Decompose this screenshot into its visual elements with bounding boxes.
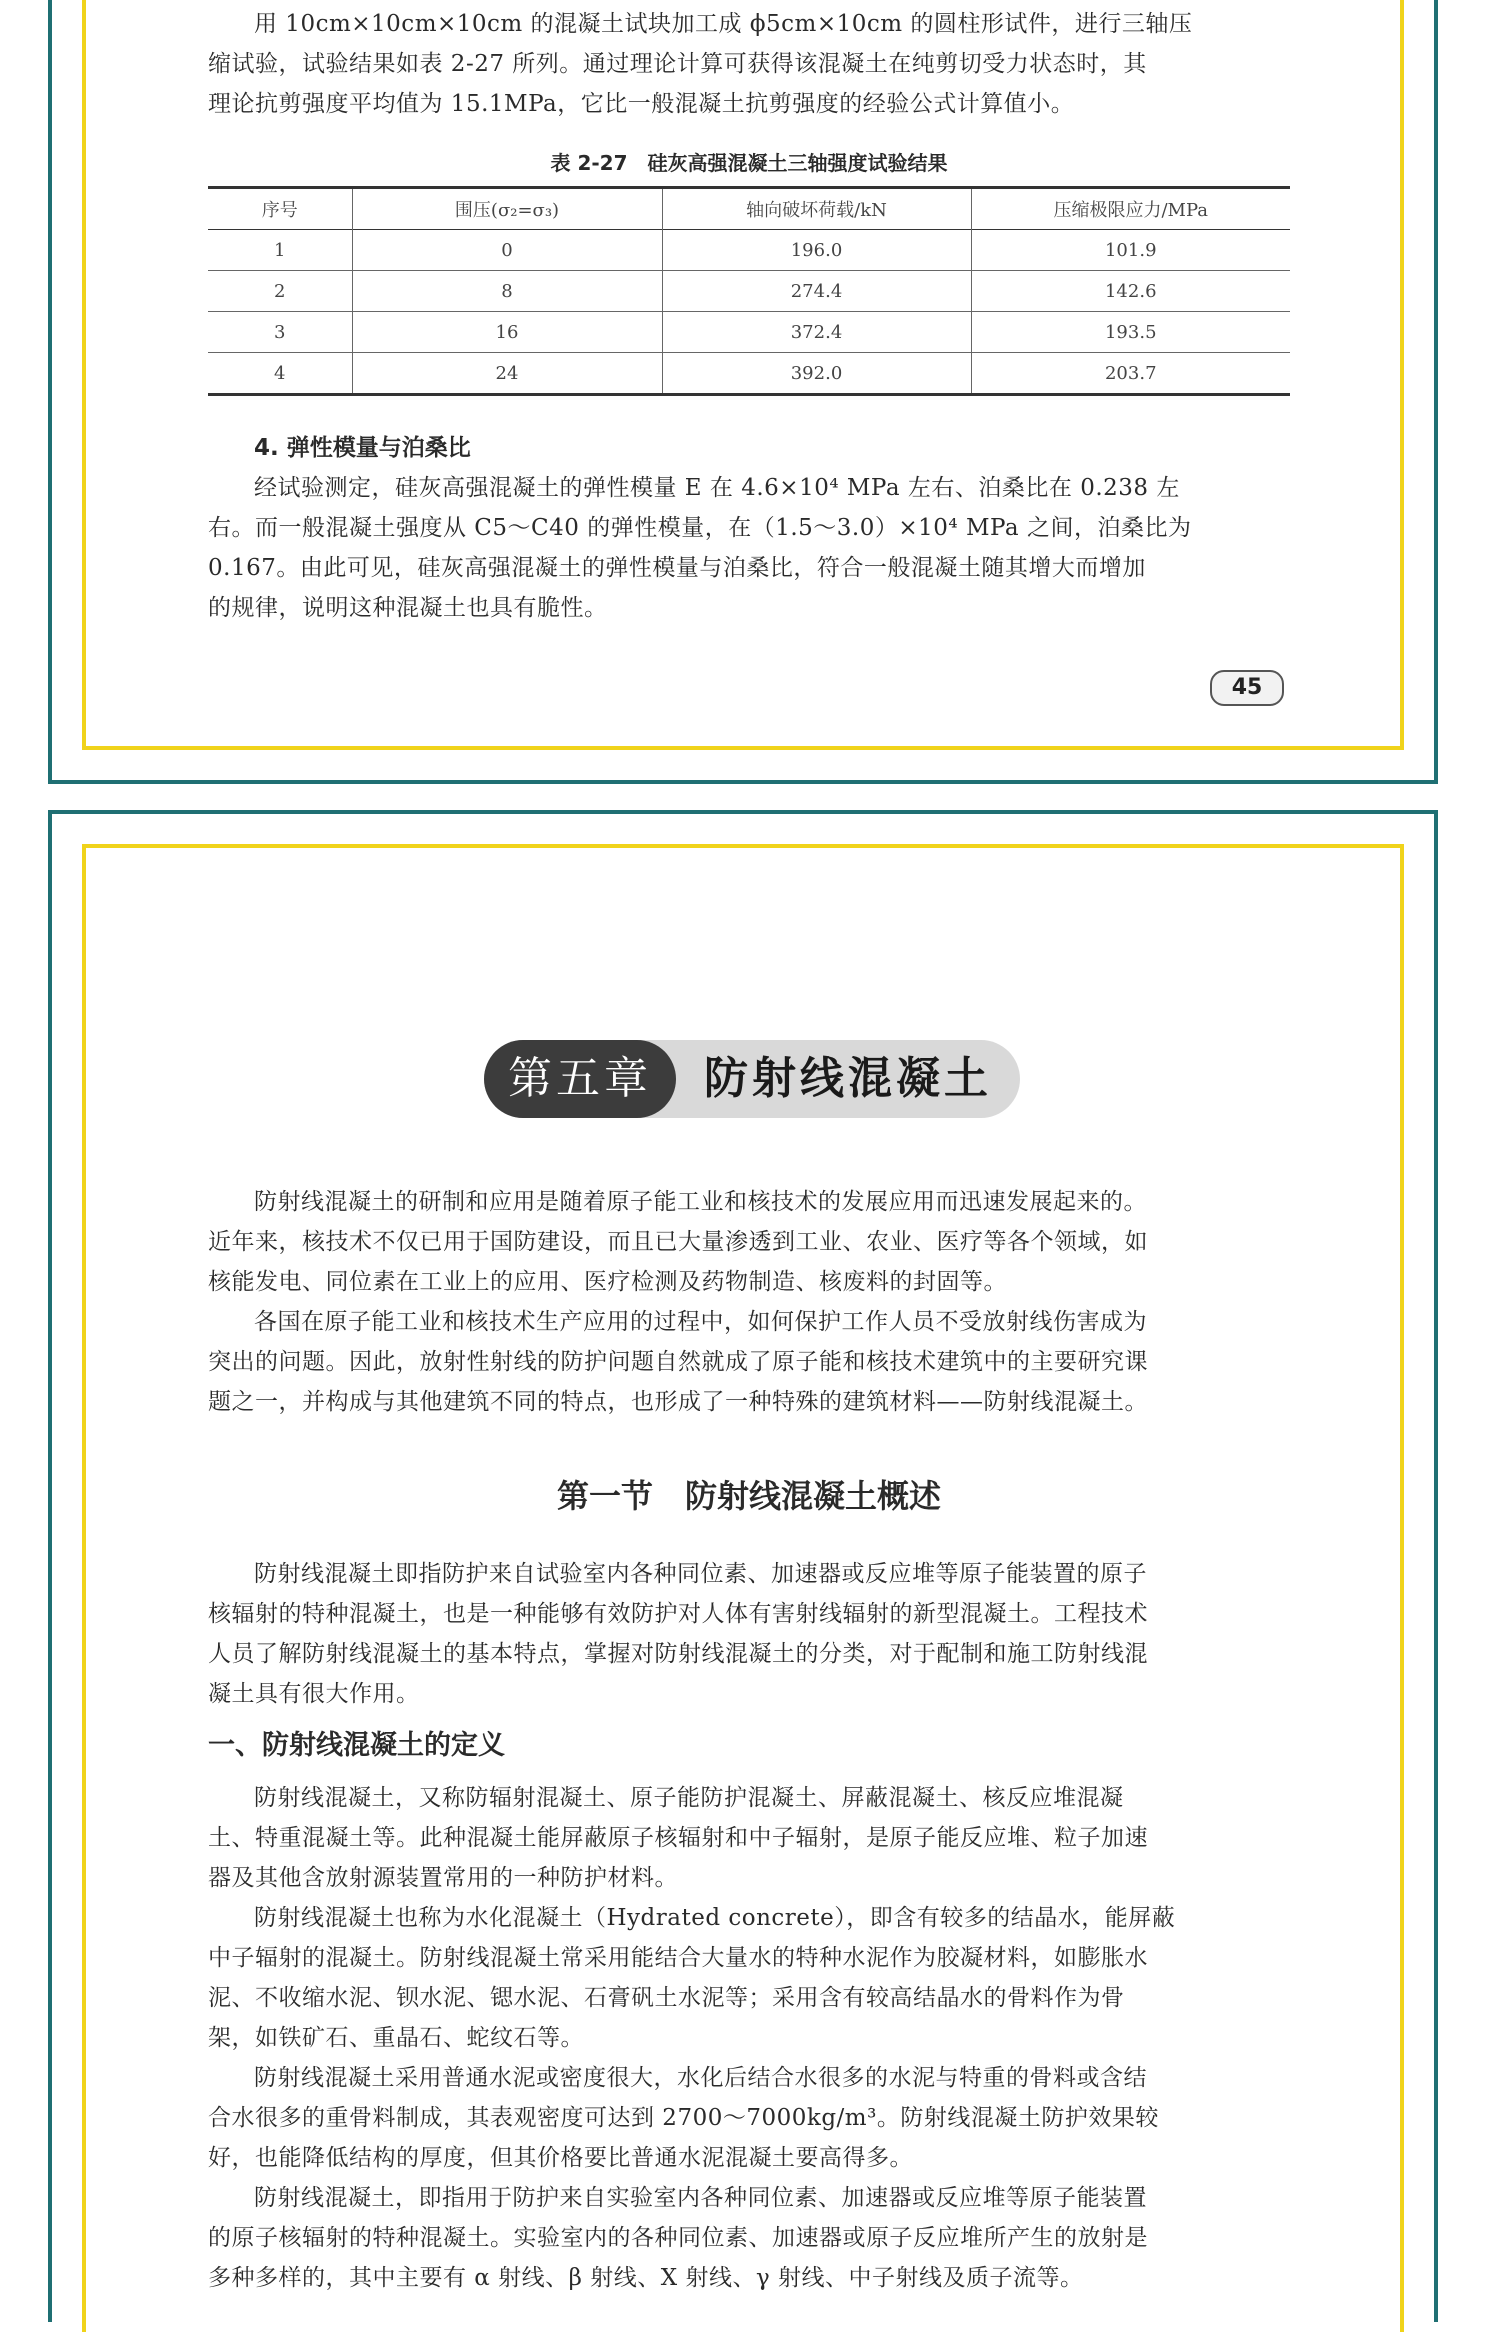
table-cell: 16	[352, 312, 662, 353]
table-cell: 0	[352, 230, 662, 271]
text-line: 防射线混凝土，即指用于防护来自实验室内各种同位素、加速器或反应堆等原子能装置	[254, 2185, 1147, 2211]
table-cell: 24	[352, 353, 662, 395]
text-line: 各国在原子能工业和核技术生产应用的过程中，如何保护工作人员不受放射线伤害成为	[254, 1309, 1147, 1335]
table-row	[208, 271, 1290, 312]
text-line: 缩试验，试验结果如表 2-27 所列。通过理论计算可获得该混凝土在纯剪切受力状态时，其	[208, 51, 1147, 77]
table-cell: 392.0	[662, 353, 971, 395]
table-cell: 372.4	[662, 312, 971, 353]
item-title: 一、防射线混凝土的定义	[208, 1730, 505, 1761]
text-line: 防射线混凝土也称为水化混凝土（Hydrated concrete），即含有较多的结晶水，能屏蔽	[254, 1905, 1176, 1931]
table-cell: 4	[274, 362, 286, 384]
text-line: 器及其他含放射源装置常用的一种防护材料。	[208, 1865, 678, 1891]
chapter-title: 防射线混凝土	[704, 1053, 992, 1104]
table-cell: 196.0	[662, 230, 971, 271]
intro-paragraph	[208, 1182, 1290, 1302]
text-line: 人员了解防射线混凝土的基本特点，掌握对防射线混凝土的分类，对于配制和施工防射线混	[208, 1641, 1148, 1667]
section-paragraph	[208, 1554, 1290, 1714]
text-line: 防射线混凝土采用普通水泥或密度很大，水化后结合水很多的水泥与特重的骨料或含结	[254, 2065, 1147, 2091]
text-line: 核能发电、同位素在工业上的应用、医疗检测及药物制造、核废料的封固等。	[208, 1269, 1007, 1295]
table-cell: 274.4	[662, 271, 971, 312]
text-line: 好，也能降低结构的厚度，但其价格要比普通水泥混凝土要高得多。	[208, 2145, 913, 2171]
table-cell: 193.5	[971, 312, 1290, 353]
text-line: 防射线混凝土，又称防辐射混凝土、原子能防护混凝土、屏蔽混凝土、核反应堆混凝	[254, 1785, 1124, 1811]
text-line: 理论抗剪强度平均值为 15.1MPa，它比一般混凝土抗剪强度的经验公式计算值小。	[208, 91, 1075, 117]
text-line: 题之一，并构成与其他建筑不同的特点，也形成了一种特殊的建筑材料——防射线混凝土。	[208, 1389, 1148, 1415]
intro-paragraph	[208, 1302, 1290, 1422]
text-line: 的规律，说明这种混凝土也具有脆性。	[208, 595, 608, 621]
section-1	[208, 1460, 1290, 2298]
table-row	[208, 353, 1290, 395]
table-cell: 3	[274, 321, 286, 343]
text-line: 核辐射的特种混凝土，也是一种能够有效防护对人体有害射线辐射的新型混凝土。工程技术	[208, 1601, 1148, 1627]
table-cell: 2	[274, 280, 286, 302]
text-line: 近年来，核技术不仅已用于国防建设，而且已大量渗透到工业、农业、医疗等各个领域，如	[208, 1229, 1148, 1255]
page-45-content	[208, 4, 1290, 124]
table-cell: 101.9	[971, 230, 1290, 271]
text-line: 防射线混凝土的研制和应用是随着原子能工业和核技术的发展应用而迅速发展起来的。	[254, 1189, 1147, 1215]
chapter-banner	[484, 1040, 1020, 1118]
col-header-confining-pressure: 围压(σ₂=σ₃)	[352, 188, 662, 230]
text-line: 架，如铁矿石、重晶石、蛇纹石等。	[208, 2025, 584, 2051]
table-cell: 1	[274, 239, 286, 261]
text-line: 0.167。由此可见，硅灰高强混凝土的弹性模量与泊桑比，符合一般混凝土随其增大而增加	[208, 555, 1146, 581]
subsection-title: 4. 弹性模量与泊桑比	[254, 435, 471, 461]
table-cell: 203.7	[971, 353, 1290, 395]
elastic-modulus-paragraph	[208, 468, 1290, 628]
text-line: 的原子核辐射的特种混凝土。实验室内的各种同位素、加速器或原子反应堆所产生的放射是	[208, 2225, 1148, 2251]
text-line: 土、特重混凝土等。此种混凝土能屏蔽原子核辐射和中子辐射，是原子能反应堆、粒子加速	[208, 1825, 1148, 1851]
text-line: 经试验测定，硅灰高强混凝土的弹性模量 E 在 4.6×10⁴ MPa 左右、泊桑比在 0.238 左	[254, 475, 1180, 501]
text-line: 防射线混凝土即指防护来自试验室内各种同位素、加速器或反应堆等原子能装置的原子	[254, 1561, 1147, 1587]
text-line: 中子辐射的混凝土。防射线混凝土常采用能结合大量水的特种水泥作为胶凝材料，如膨胀水	[208, 1945, 1148, 1971]
text-line: 合水很多的重骨料制成，其表观密度可达到 2700～7000kg/m³。防射线混凝土防护效果较	[208, 2105, 1159, 2131]
definition-paragraph	[208, 1898, 1290, 2058]
table-caption: 表 2-27 硅灰高强混凝土三轴强度试验结果	[550, 151, 948, 175]
text-line: 突出的问题。因此，放射性射线的防护问题自然就成了原子能和核技术建筑中的主要研究课	[208, 1349, 1148, 1375]
table-block	[208, 148, 1290, 396]
triaxial-results-table	[208, 186, 1290, 396]
chapter-intro	[208, 1182, 1290, 1422]
col-header-axial-load: 轴向破坏荷载/kN	[662, 188, 971, 230]
page-number-badge: 45	[1210, 670, 1284, 706]
text-line: 泥、不收缩水泥、钡水泥、锶水泥、石膏矾土水泥等；采用含有较高结晶水的骨料作为骨	[208, 1985, 1125, 2011]
intro-paragraph	[208, 4, 1290, 124]
section-title: 第一节 防射线混凝土概述	[556, 1477, 941, 1515]
col-header-index: 序号	[261, 200, 298, 221]
table-cell: 8	[352, 271, 662, 312]
elastic-modulus-section	[208, 428, 1290, 628]
text-line: 用 10cm×10cm×10cm 的混凝土试块加工成 ϕ5cm×10cm 的圆柱形试件，进行三轴压	[254, 11, 1193, 37]
definition-paragraph	[208, 1778, 1290, 1898]
text-line: 多种多样的，其中主要有 α 射线、β 射线、X 射线、γ 射线、中子射线及质子流等。	[208, 2265, 1084, 2291]
text-line: 右。而一般混凝土强度从 C5～C40 的弹性模量，在（1.5～3.0）×10⁴ MPa 之间，泊桑比为	[208, 515, 1192, 541]
col-header-ultimate-stress: 压缩极限应力/MPa	[971, 188, 1290, 230]
table-row	[208, 230, 1290, 271]
text-line: 凝土具有很大作用。	[208, 1681, 420, 1707]
definition-paragraph	[208, 2178, 1290, 2298]
table-header-row	[208, 188, 1290, 230]
table-cell: 142.6	[971, 271, 1290, 312]
definition-paragraph	[208, 2058, 1290, 2178]
chapter-number: 第五章	[484, 1040, 676, 1118]
table-row	[208, 312, 1290, 353]
